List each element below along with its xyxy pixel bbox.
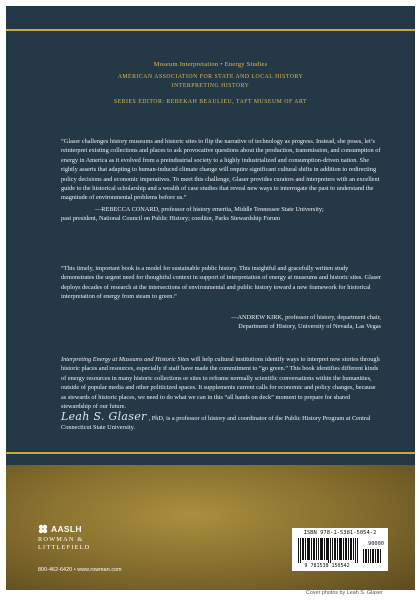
series-editor-line: SERIES EDITOR: REBEKAH BEAULIEU, TAFT MUSEUM OF ART: [113, 99, 308, 105]
bottom-gold-rule: [6, 452, 415, 454]
description-text: will help cultural institutions identify ways to interpret new stories through historic places and resources, especially if staff have made the commitment to “go green.” This book identifies different kinds of energy resources in many historic collections or sites to reframe normally scientific conversations within the humanities, outside of popular media and other politicized spaces. It supplements current calls for economic and policy changes, because as stewards of historic places, we need to do what we can in this “all hands on deck” moment to prepare for shared stewardship of our future.: [61, 356, 380, 411]
attribution-1-line-2: past president, National Council on Public History; coeditor, Parks Stewardship Forum: [61, 215, 281, 223]
attribution-2-line-2: Department of History, University of Nevada, Las Vegas: [238, 323, 381, 331]
publisher-logos: [38, 524, 90, 551]
attribution-2-line-1: —ANDREW KIRK, professor of history, department chair,: [231, 314, 381, 321]
book-description: [61, 355, 381, 411]
barcode: [292, 528, 388, 571]
price-code: 90000: [368, 541, 384, 547]
back-cover: [6, 6, 415, 590]
author-bio: [61, 412, 381, 433]
blurb-attribution-1: [61, 205, 381, 224]
series-line: Museum Interpretation • Energy Studies: [153, 61, 268, 68]
book-title: Interpreting Energy at Museums and Historic Sites: [61, 356, 190, 363]
ean-barcode-bars: [298, 538, 360, 563]
aaslh-logo-icon: [38, 524, 48, 534]
blurb-quote-1: “Glaser challenges history museums and historic sites to flip the narrative of technology as progress. Instead, she poses, let’s reinterpret existing collections and places to ask provocative questions about the production, transmission, and consumption of energy in America as it evolved from a preindustrial society to a highly industrialized and consumption-driven nation. She rightly asserts that adapting to human-induced climate change will require significant cultural shifts in addition to redirecting policy decisions and economic imperatives. To meet this challenge, Glaser provides curators and interpreters with an excellent guide to the historical scholarship and a wealth of case studies that reveal new ways to interrogate the past to understand the magnitude of environmental problems before us.”: [61, 138, 381, 202]
rowman-logo-line-2: LITTLEFIELD: [38, 544, 91, 551]
price-addon-bars: [363, 549, 383, 563]
top-gold-rule: [6, 29, 415, 31]
ean-digits: 9 781538 150542: [304, 563, 350, 569]
blurb-attribution-2: [61, 313, 381, 332]
photo-credit: Cover photos by Leah S. Glaser: [306, 590, 383, 596]
author-signature: Leah S. Glaser: [61, 410, 147, 423]
blurb-quote-2: “This timely, important book is a model for sustainable public history. This insightful and gracefully written study demonstrates the urgent need for thoughtful context in support of interpretation of energy at museums and historic sites. Glaser deploys decades of research at the intersections of environmental and public history toward a new framework for historical interpretation of energy from steam to green.”: [61, 265, 381, 301]
author-bio-text: , PhD, is a professor of history and coordinator of the Public History Program at Central Connecticut State University.: [61, 415, 371, 432]
attribution-1-line-1: —REBECCA CONARD, professor of history emerita, Middle Tennessee State University;: [95, 206, 324, 213]
subseries-line: INTERPRETING HISTORY: [171, 83, 250, 89]
publisher-line: AMERICAN ASSOCIATION FOR STATE AND LOCAL HISTORY: [117, 74, 304, 80]
aaslh-logo-text: AASLH: [51, 524, 82, 534]
isbn-text: ISBN 978-1-5381-5054-2: [303, 530, 377, 536]
publisher-contact: 800-462-6420 • www.rowman.com: [38, 567, 122, 573]
rowman-logo-line-1: ROWMAN &: [38, 536, 84, 543]
